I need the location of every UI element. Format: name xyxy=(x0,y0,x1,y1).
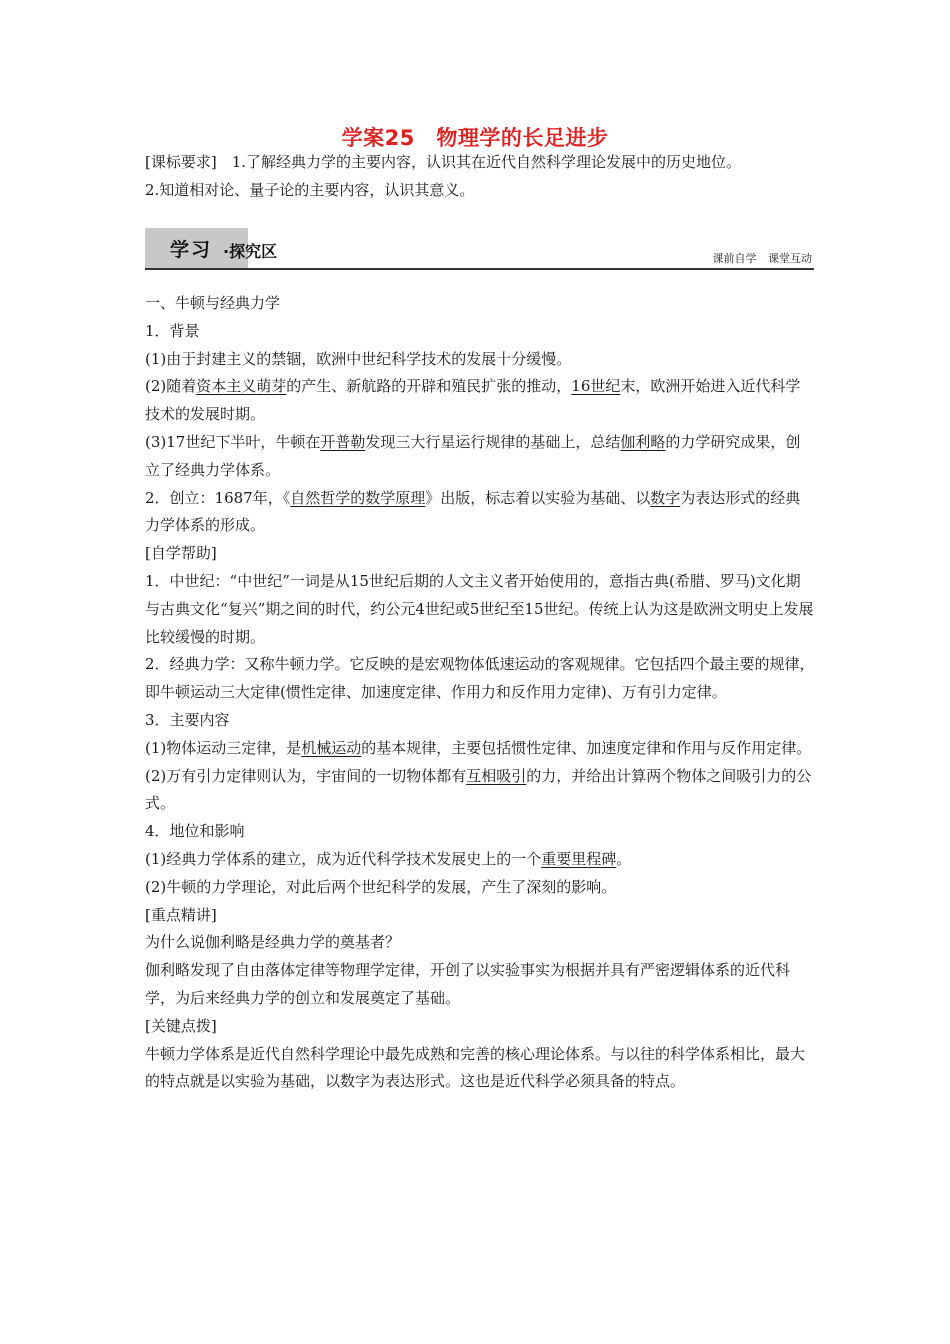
underlined-term: 伽利略 xyxy=(620,432,666,451)
paragraph: (1)由于封建主义的禁锢，欧洲中世纪科学技术的发展十分缓慢。 xyxy=(145,349,572,368)
underlined-term: 重要里程碑 xyxy=(541,849,617,868)
focus-answer: 伽利略发现了自由落体定律等物理学定律，开创了以实验事实为根据并具有严密逻辑体系的近代科学，为后来经典力学的创立和发展奠定了基础。 xyxy=(145,961,791,1007)
paragraph: (2)随着资本主义萌芽的产生、新航路的开辟和殖民扩张的推动，16世纪末，欧洲开始进入近代科学技术的发展时期。 xyxy=(145,377,801,424)
banner-tags: 课前自学 课堂互动 xyxy=(712,252,812,265)
section-banner xyxy=(145,228,814,270)
paragraph: (1)经典力学体系的建立，成为近代科学技术发展史上的一个重要里程碑。 xyxy=(145,849,632,868)
key-points-tag: [关键点拨] xyxy=(145,1016,217,1035)
subsection-heading: 1．背景 xyxy=(145,321,200,340)
requirements-tag: [课标要求] xyxy=(145,153,217,171)
focus-tag: [重点精讲] xyxy=(145,905,217,924)
requirement-2: 2.知道相对论、量子论的主要内容，认识其意义。 xyxy=(145,181,475,199)
banner-title: 学习 xyxy=(170,239,213,261)
banner-rule xyxy=(145,268,814,270)
paragraph: 1．中世纪：“中世纪”一词是从15世纪后期的人文主义者开始使用的，意指古典(希腊、罗马)文化期与古典文化“复兴”期之间的时代，约公元4世纪或5世纪至15世纪。传统上认为这是欧洲文明史上发展比较缓慢的时期。 xyxy=(145,571,814,646)
requirement-1: 1.了解经典力学的主要内容，认识其在近代自然科学理论发展中的历史地位。 xyxy=(216,153,742,171)
underlined-term: 开普勒 xyxy=(320,432,366,451)
main-content xyxy=(145,290,815,1096)
study-help-tag: [自学帮助] xyxy=(145,544,217,563)
banner-subtitle: ·探究区 xyxy=(223,242,278,261)
focus-question: 为什么说伽利略是经典力学的奠基者？ xyxy=(145,933,401,952)
underlined-term: 互相吸引 xyxy=(466,766,527,785)
underlined-term: 自然哲学的数学原理 xyxy=(290,488,426,507)
page-title: 学案25 物理学的长足进步 xyxy=(341,126,609,150)
paragraph: (2)万有引力定律则认为，宇宙间的一切物体都有互相吸引的力，并给出计算两个物体之间吸引力的公式。 xyxy=(145,766,812,813)
subsection-heading: 4．地位和影响 xyxy=(145,822,245,841)
section-heading: 一、牛顿与经典力学 xyxy=(145,294,281,312)
paragraph: (1)物体运动三定律，是机械运动的基本规律，主要包括惯性定律、加速度定律和作用与反作用定律。 xyxy=(145,738,812,757)
key-points-text: 牛顿力学体系是近代自然科学理论中最先成熟和完善的核心理论体系。与以往的科学体系相比，最大的特点就是以实验为基础，以数字为表达形式。这也是近代科学必须具备的特点。 xyxy=(145,1044,806,1091)
subsection-heading: 3．主要内容 xyxy=(145,710,230,729)
paragraph: (3)17世纪下半叶，牛顿在开普勒发现三大行星运行规律的基础上，总结伽利略的力学研究成果，创立了经典力学体系。 xyxy=(145,432,801,479)
underlined-term: 资本主义萌芽 xyxy=(196,377,287,396)
curriculum-requirements xyxy=(145,148,825,204)
underlined-term: 16世纪 xyxy=(571,377,621,396)
paragraph: 2．经典力学：又称牛顿力学。它反映的是宏观物体低速运动的客观规律。它包括四个最主要的规律，即牛顿运动三大定律(惯性定律、加速度定律、作用力和反作用力定律)、万有引力定律。 xyxy=(145,655,815,702)
underlined-term: 机械运动 xyxy=(301,738,362,757)
paragraph: (2)牛顿的力学理论，对此后两个世纪科学的发展，产生了深刻的影响。 xyxy=(145,877,617,896)
paragraph: 2．创立：1687年，《自然哲学的数学原理》出版，标志着以实验为基础、以数字为表达形式的经典力学体系的形成。 xyxy=(145,488,801,535)
underlined-term: 数字 xyxy=(650,488,681,507)
